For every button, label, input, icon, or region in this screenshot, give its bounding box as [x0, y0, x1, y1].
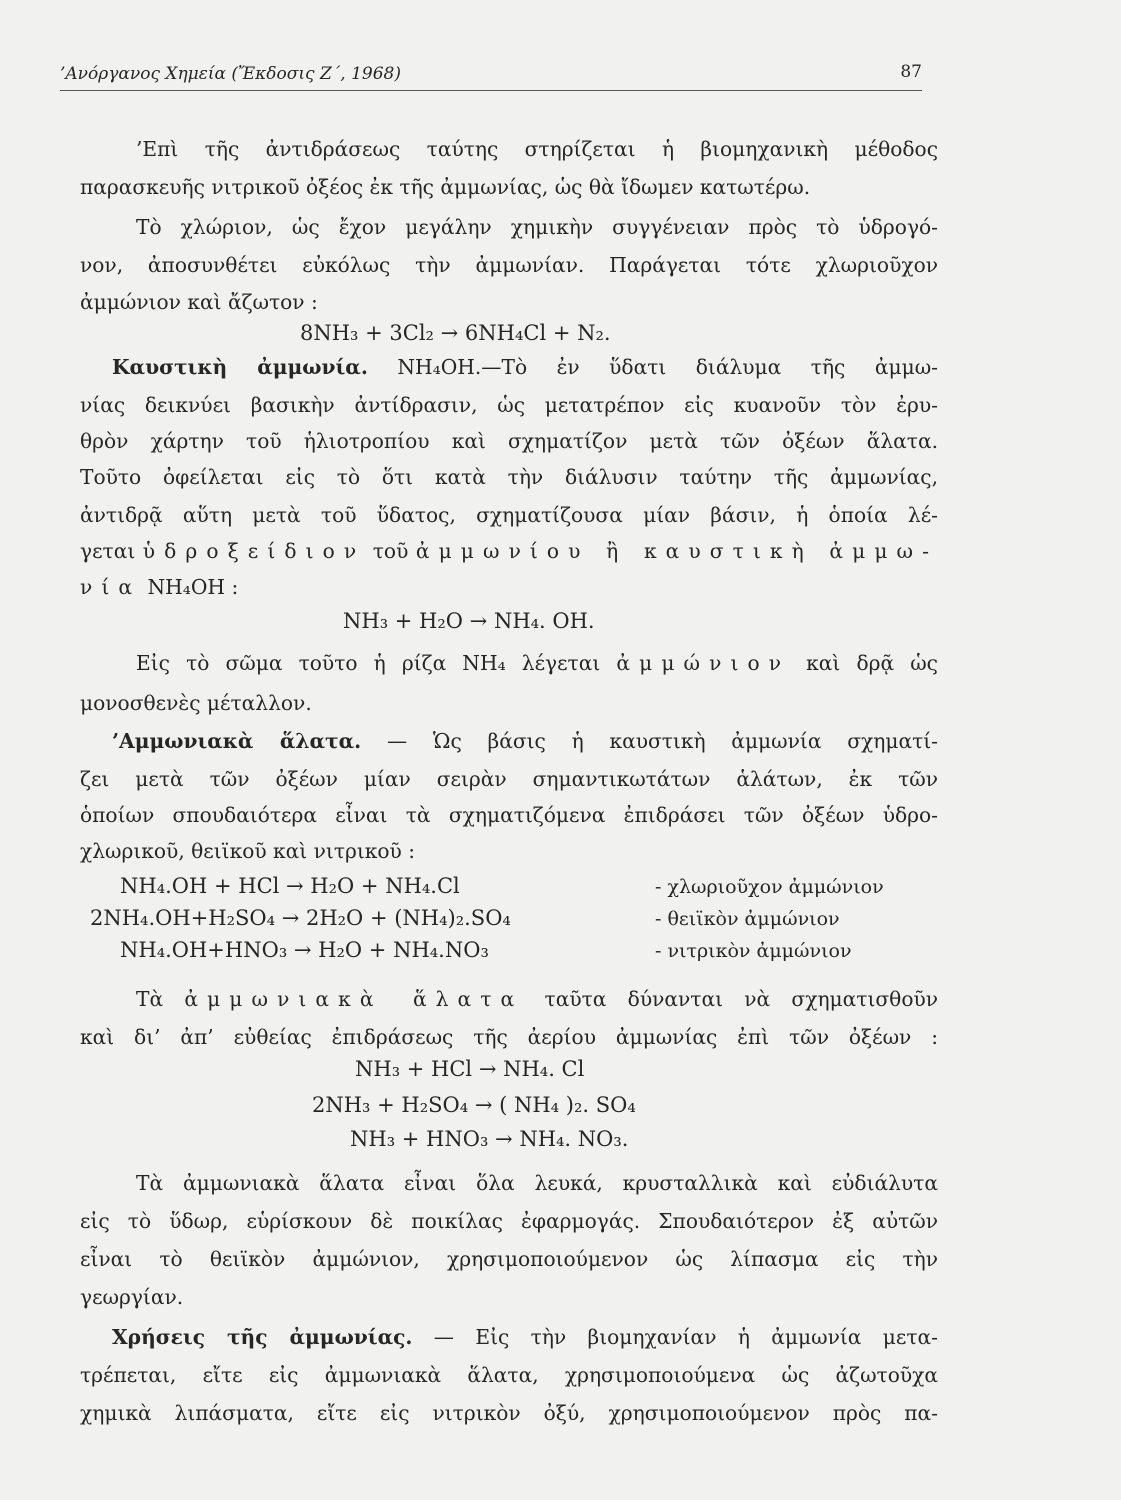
- text-line: Τὰ ἀμμωνιακὰ ἅλατα ταῦτα δύνανται νὰ σχηματισθοῦν: [136, 987, 939, 1011]
- direct-reaction: NH₃ + HNO₃ → NH₄. NO₃.: [350, 1127, 629, 1151]
- page-number: 87: [900, 62, 922, 82]
- text-line: ἀντιδρᾷ αὕτη μετὰ τοῦ ὕδατος, σχηματίζουσα μίαν βάσιν, ἡ ὁποία λέ-: [80, 503, 938, 527]
- text-line: χημικὰ λιπάσματα, εἴτε εἰς νιτρικὸν ὀξύ, χρησιμοποιούμενον πρὸς πα-: [80, 1401, 938, 1425]
- reaction-label: - θειϊκὸν ἀμμώνιον: [655, 908, 840, 930]
- equation-chlorine: 8NH₃ + 3Cl₂ → 6NH₄Cl + N₂.: [300, 321, 611, 345]
- text-line: ὁποίων σπουδαιότερα εἶναι τὰ σχηματιζόμενα ἐπιδράσει τῶν ὀξέων ὑδρο-: [80, 803, 938, 827]
- running-title: ’Ανόργανος Χημεία (Ἔκδοσις Ζ΄, 1968): [60, 64, 401, 84]
- text-line: ἀμμώνιον καὶ ἄζωτον :: [80, 290, 318, 314]
- text-line: νον, ἀποσυνθέτει εὐκόλως τὴν ἀμμωνίαν. Παράγεται τότε χλωριοῦχον: [80, 253, 938, 277]
- reaction-equation: NH₄.OH + HCl → H₂O + NH₄.Cl: [120, 874, 460, 898]
- section-uses: Χρήσεις τῆς ἀμμωνίας. — Εἰς τὴν βιομηχανίαν ἡ ἀμμωνία μετα-: [112, 1325, 938, 1349]
- running-header: [60, 62, 922, 91]
- spaced-term: ἀμμώνιον: [616, 651, 791, 675]
- reaction-equation: 2NH₄.OH+H₂SO₄ → 2H₂O + (NH₄)₂.SO₄: [90, 906, 511, 930]
- text-line: νίας δεικνύει βασικὴν ἀντίδρασιν, ὡς μετατρέπον εἰς κυανοῦν τὸν ἐρυ-: [80, 393, 938, 417]
- section-caustic-ammonia: Καυστικὴ ἀμμωνία. NH₄OH.—Τὸ ἐν ὕδατι διάλυμα τῆς ἀμμω-: [112, 355, 938, 379]
- spaced-term: ἀμμωνίου ἢ καυστικὴ ἀμμω-: [415, 539, 938, 563]
- direct-reaction: NH₃ + HCl → NH₄. Cl: [355, 1057, 585, 1081]
- text-line: νία NH₄OH :: [80, 575, 239, 599]
- spaced-term: νία: [80, 575, 142, 599]
- text-line: παρασκευῆς νιτρικοῦ ὀξέος ἐκ τῆς ἀμμωνίας, ὡς θὰ ἴδωμεν κατωτέρω.: [80, 175, 811, 199]
- text-line: καὶ δι’ ἀπ’ εὐθείας ἐπιδράσεως τῆς ἀερίου ἀμμωνίας ἐπὶ τῶν ὀξέων :: [80, 1025, 938, 1049]
- text-line: θρὸν χάρτην τοῦ ἡλιοτροπίου καὶ σχηματίζον μετὰ τῶν ὀξέων ἅλατα.: [80, 429, 938, 453]
- text-line: εἰς τὸ ὕδωρ, εὑρίσκουν δὲ ποικίλας ἐφαρμογάς. Σπουδαιότερον ἐξ αὐτῶν: [80, 1209, 938, 1233]
- equation-hydroxide: NH₃ + H₂O → NH₄. OH.: [343, 609, 595, 633]
- text-line: γεται ὑδροξείδιον τοῦ ἀμμωνίου ἢ καυστικὴ ἀμμω-: [80, 539, 938, 563]
- section-heading: Χρήσεις τῆς ἀμμωνίας.: [112, 1325, 413, 1349]
- text-line: Τοῦτο ὀφείλεται εἰς τὸ ὅτι κατὰ τὴν διάλυσιν ταύτην τῆς ἀμμωνίας,: [80, 465, 938, 489]
- text-line: εἶναι τὸ θειϊκὸν ἀμμώνιον, χρησιμοποιούμενον ὡς λίπασμα εἰς τὴν: [80, 1247, 938, 1271]
- spaced-term: ἀμμωνιακὰ ἅλατα: [184, 987, 524, 1011]
- text-line: Τὰ ἀμμωνιακὰ ἅλατα εἶναι ὅλα λευκά, κρυσταλλικὰ καὶ εὐδιάλυτα: [136, 1171, 938, 1195]
- reaction-equation: NH₄.OH+HNO₃ → H₂O + NH₄.NO₃: [120, 938, 489, 962]
- direct-reaction: 2NH₃ + H₂SO₄ → ( NH₄ )₂. SO₄: [312, 1093, 636, 1117]
- section-heading: ’Αμμωνιακὰ ἅλατα.: [112, 729, 362, 753]
- text-line: ζει μετὰ τῶν ὀξέων μίαν σειρὰν σημαντικωτάτων ἁλάτων, ἐκ τῶν: [80, 767, 938, 791]
- text-line: γεωργίαν.: [80, 1285, 184, 1309]
- text-line: χλωρικοῦ, θειϊκοῦ καὶ νιτρικοῦ :: [80, 839, 416, 863]
- text-line: ’Επὶ τῆς ἀντιδράσεως ταύτης στηρίζεται ἡ βιομηχανικὴ μέθοδος: [136, 137, 938, 161]
- text-line: τρέπεται, εἴτε εἰς ἀμμωνιακὰ ἅλατα, χρησιμοποιούμενα ὡς ἀζωτοῦχα: [80, 1363, 938, 1387]
- text-line: Τὸ χλώριον, ὡς ἔχον μεγάλην χημικὴν συγγένειαν πρὸς τὸ ὑδρογό-: [136, 215, 938, 239]
- section-heading: Καυστικὴ ἀμμωνία.: [112, 355, 368, 379]
- text-line: μονοσθενὲς μέταλλον.: [80, 691, 312, 715]
- text-line: Εἰς τὸ σῶμα τοῦτο ἡ ρίζα NH₄ λέγεται ἀμμώνιον καὶ δρᾷ ὡς: [136, 651, 938, 675]
- reaction-label: - χλωριοῦχον ἀμμώνιον: [655, 876, 884, 898]
- section-ammonium-salts: ’Αμμωνιακὰ ἅλατα. — Ὡς βάσις ἡ καυστικὴ ἀμμωνία σχηματί-: [112, 729, 938, 753]
- reaction-label: - νιτρικὸν ἀμμώνιον: [655, 940, 852, 962]
- spaced-term: ὑδροξείδιον: [142, 539, 366, 563]
